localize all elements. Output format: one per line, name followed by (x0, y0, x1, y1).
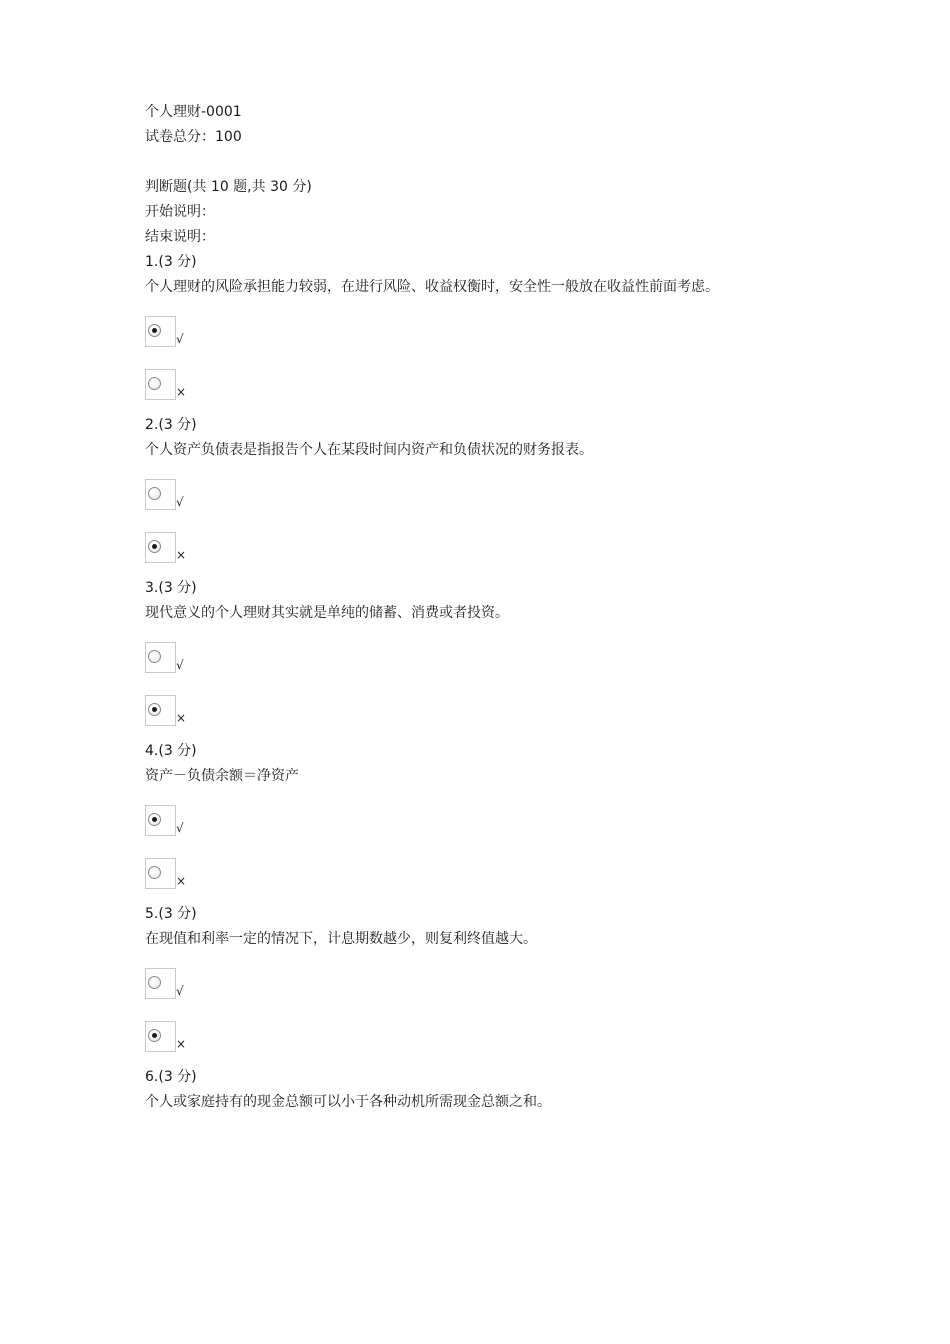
option-frame[interactable] (145, 1021, 176, 1052)
radio-unchecked-icon[interactable] (148, 976, 161, 989)
option-frame[interactable] (145, 695, 176, 726)
option-frame[interactable] (145, 968, 176, 999)
true-label: √ (176, 984, 184, 998)
false-label: × (176, 1037, 187, 1051)
radio-checked-icon[interactable] (148, 324, 161, 337)
question-item (145, 576, 865, 739)
option-frame[interactable] (145, 369, 176, 400)
spacer (145, 150, 865, 175)
question-number: 4.(3 分) (145, 743, 197, 759)
question-text: 在现值和利率一定的情况下，计息期数越少，则复利终值越大。 (145, 931, 537, 947)
option-frame[interactable] (145, 805, 176, 836)
radio-checked-icon[interactable] (148, 703, 161, 716)
start-note: 开始说明： (145, 204, 215, 220)
exam-total-score: 试卷总分：100 (145, 129, 242, 145)
exam-title: 个人理财-0001 (145, 104, 242, 120)
true-label: √ (176, 821, 184, 835)
option-frame[interactable] (145, 858, 176, 889)
answer-option[interactable] (145, 858, 865, 894)
answer-option[interactable] (145, 695, 865, 731)
option-frame[interactable] (145, 532, 176, 563)
question-number: 3.(3 分) (145, 580, 197, 596)
option-frame[interactable] (145, 642, 176, 673)
false-label: × (176, 711, 187, 725)
option-frame[interactable] (145, 316, 176, 347)
answer-option[interactable] (145, 968, 865, 1004)
answer-option[interactable] (145, 1021, 865, 1057)
true-label: √ (176, 332, 184, 346)
question-item (145, 413, 865, 576)
radio-unchecked-icon[interactable] (148, 487, 161, 500)
question-item (145, 902, 865, 1065)
end-note: 结束说明： (145, 229, 215, 245)
question-text: 资产－负债余额＝净资产 (145, 768, 299, 784)
question-text: 个人或家庭持有的现金总额可以小于各种动机所需现金总额之和。 (145, 1094, 551, 1110)
section-title: 判断题(共 10 题,共 30 分) (145, 179, 312, 195)
question-text: 现代意义的个人理财其实就是单纯的储蓄、消费或者投资。 (145, 605, 509, 621)
false-label: × (176, 385, 187, 399)
answer-option[interactable] (145, 642, 865, 678)
radio-unchecked-icon[interactable] (148, 650, 161, 663)
radio-unchecked-icon[interactable] (148, 866, 161, 879)
false-label: × (176, 548, 187, 562)
question-item (145, 1065, 865, 1115)
question-item (145, 250, 865, 413)
radio-checked-icon[interactable] (148, 813, 161, 826)
option-frame[interactable] (145, 479, 176, 510)
question-text: 个人资产负债表是指报告个人在某段时间内资产和负债状况的财务报表。 (145, 442, 593, 458)
question-number: 2.(3 分) (145, 417, 197, 433)
question-item (145, 739, 865, 902)
answer-option[interactable] (145, 316, 865, 352)
question-text: 个人理财的风险承担能力较弱，在进行风险、收益权衡时，安全性一般放在收益性前面考虑。 (145, 279, 719, 295)
radio-unchecked-icon[interactable] (148, 377, 161, 390)
answer-option[interactable] (145, 369, 865, 405)
question-number: 6.(3 分) (145, 1069, 197, 1085)
true-label: √ (176, 658, 184, 672)
answer-option[interactable] (145, 532, 865, 568)
true-label: √ (176, 495, 184, 509)
question-number: 5.(3 分) (145, 906, 197, 922)
false-label: × (176, 874, 187, 888)
exam-document (145, 100, 865, 1115)
answer-option[interactable] (145, 805, 865, 841)
answer-option[interactable] (145, 479, 865, 515)
question-list (145, 250, 865, 1115)
radio-checked-icon[interactable] (148, 540, 161, 553)
radio-checked-icon[interactable] (148, 1029, 161, 1042)
question-number: 1.(3 分) (145, 254, 197, 270)
